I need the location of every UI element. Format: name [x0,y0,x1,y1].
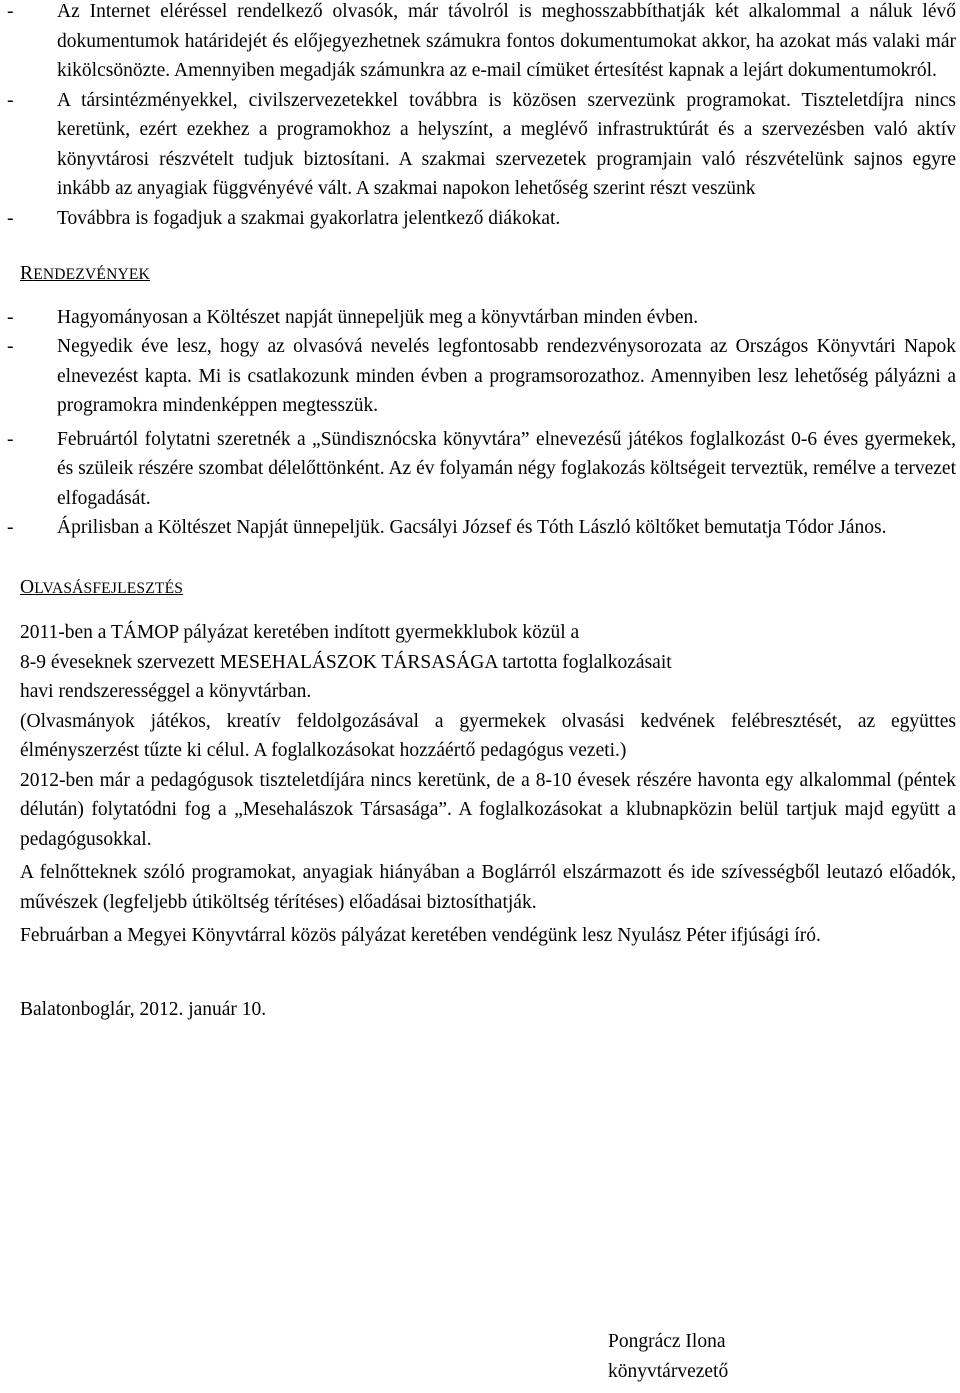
list-item [7,86,956,204]
list-item [7,303,956,333]
paragraph: 2012-ben már a pedagógusok tiszteletdíjára nincs keretünk, de a 8-10 évesek részére havonta egy alkalommal (péntek délután) folytatódni fog a „Mesehalászok Társasága”. A foglalkozásokat a klubnapközin belül tartjuk majd együtt a pedagógusokkal. [20,769,956,850]
list-item-text: Áprilisban a Költészet Napját ünnepeljük. Gacsályi József és Tóth László költőket bemutatja Tódor János. [57,517,887,538]
bullet-dash: - [7,306,14,328]
list-item [7,332,956,421]
section-title-rendezvenyek [20,259,956,290]
intro-list [7,0,956,233]
list-item [7,513,956,543]
list-item-text: Továbbra is fogadjuk a szakmai gyakorlatra jelentkező diákokat. [57,207,561,229]
list-item-text: Az Internet eléréssel rendelkező olvasók, már távolról is meghosszabbíthatják két alkalommal a náluk lévő dokumentumok határidejét és előjegyezhetnek számukra fontos dokumentumokat akkor, ha azokat más valaki már kikölcsönözte. Amennyiben megadják számunkra az e-mail címüket értesítést kapnak a lejárt dokumentumokról. [57,1,956,81]
bullet-dash: - [7,336,14,357]
paragraph: A felnőtteknek szóló programokat, anyagiak hiányában a Boglárról elszármazott és ide szívességből leutazó előadók, művészek (legfeljebb útiköltség térítéses) előadásai biztosíthatják. [20,862,956,913]
paragraph: (Olvasmányok játékos, kreatív feldolgozásával a gyermekek olvasási kedvének felébresztését, az együttes élményszerzést tűzte ki célul. A foglalkozásokat hozzáértő pedagógus vezeti.) [20,710,956,761]
paragraph-line: 2011-ben a TÁMOP pályázat keretében indított gyermekklubok közül a [20,622,580,643]
list-item-text: A társintézményekkel, civilszervezetekkel továbbra is közösen szervezünk programokat. Tiszteletdíjra nincs keretünk, ezért ezekhez a programokhoz a helyszínt, a meglévő infrastruktúrát és a szervezésben való aktív könyvtárosi részvételt tudjuk biztosítani. A szakmai szervezetek programjain való részvételünk sajnos egyre inkább az anyagiak függvényévé vált. A szakmai napokon lehetőség szerint részt veszünk [57,89,956,199]
list-item-text: Negyedik éve lesz, hogy az olvasóvá nevelés legfontosabb rendezvénysorozata az Országos Könyvtári Napok elnevezést kapta. Mi is csatlakozunk minden évben a programsorozathoz. Amennyiben lesz lehetőség pályázni a programokra mindenképpen megtesszük. [57,336,956,416]
signature-role: könyvtárvezető [608,1360,729,1382]
bullet-dash: - [7,207,14,229]
section-title-rest: ENDEZVÉNYEK [33,266,150,283]
section-title-initial: R [20,263,34,284]
olvasasfejlesztes-body [20,618,956,951]
place-and-date: Balatonboglár, 2012. január 10. [20,998,267,1020]
paragraph: Februárban a Megyei Könyvtárral közös pályázat keretében vendégünk lesz Nyulász Péter ifjúsági író. [20,925,821,946]
list-item [7,425,956,514]
bullet-dash: - [7,1,14,22]
section-title-initial: O [20,576,35,598]
rendezvenyek-list [7,303,956,543]
list-item [7,204,956,234]
bullet-dash: - [7,89,14,111]
signature-block [608,1327,728,1386]
bullet-dash: - [7,517,14,538]
section-title-olvasasfejlesztes [20,573,956,604]
list-item-text: Hagyományosan a Költészet napját ünnepeljük meg a könyvtárban minden évben. [57,306,699,328]
list-item-text: Februártól folytatni szeretnék a „Sündisznócska könyvtára” elnevezésű játékos foglalkozást 0-6 éves gyermekek, és szüleik részére szombat délelőttönként. Az év folyamán négy foglakozás költségeit terveztük, remélve a tervezet elfogadását. [57,428,956,509]
list-item [7,0,956,86]
paragraph-line: 8-9 éveseknek szervezett MESEHALÁSZOK TÁRSASÁGA tartotta foglalkozásait [20,651,672,673]
signature-name: Pongrácz Ilona [608,1331,726,1352]
bullet-dash: - [7,428,14,450]
paragraph-line: havi rendszerességgel a könyvtárban. [20,681,312,702]
section-title-rest: LVASÁSFEJLESZTÉS [34,579,184,597]
